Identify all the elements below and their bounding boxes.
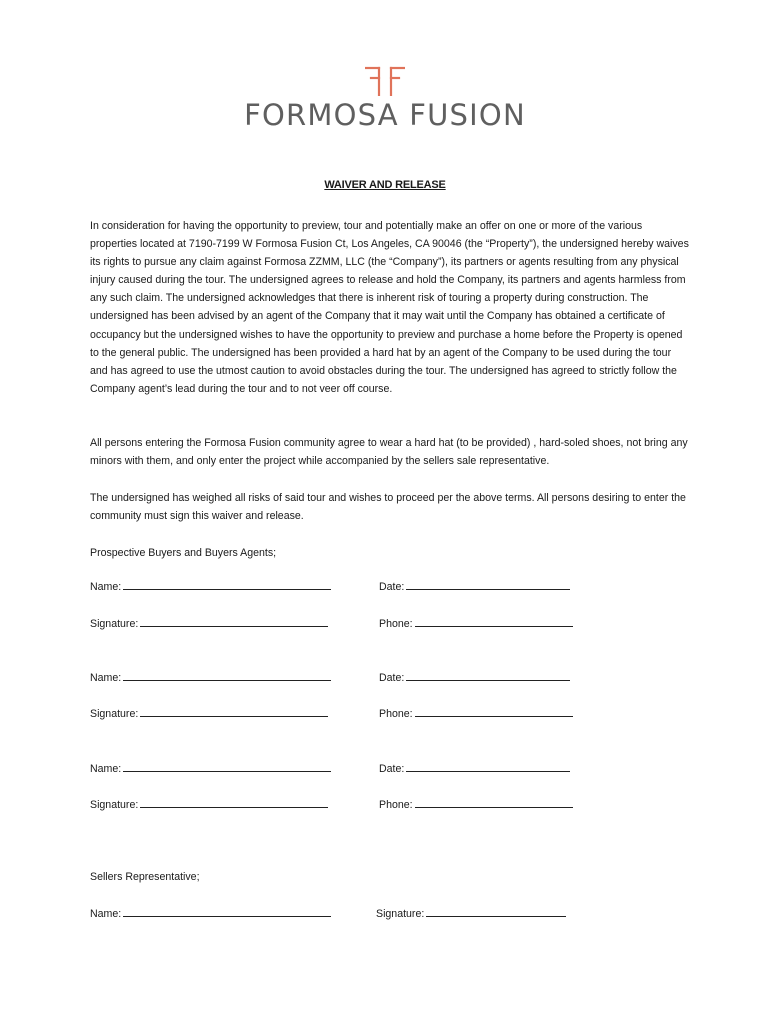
seller-signature-field[interactable] <box>376 907 566 920</box>
buyers-heading: Prospective Buyers and Buyers Agents; <box>90 547 277 559</box>
signature-blank-line[interactable] <box>140 707 328 717</box>
buyer-2-name-field[interactable] <box>90 671 331 684</box>
date-label: Date: <box>379 672 405 684</box>
phone-label: Phone: <box>379 708 413 720</box>
signature-label: Signature: <box>90 799 139 811</box>
ff-monogram-icon <box>365 66 405 96</box>
phone-blank-line[interactable] <box>415 707 573 717</box>
signature-label: Signature: <box>90 618 139 630</box>
name-label: Name: <box>90 763 122 775</box>
company-logo <box>0 66 770 132</box>
phone-label: Phone: <box>379 618 413 630</box>
sellers-heading: Sellers Representative; <box>90 871 200 883</box>
buyer-2-phone-field[interactable] <box>379 707 573 720</box>
signature-blank-line[interactable] <box>426 907 566 917</box>
buyer-2-date-field[interactable] <box>379 671 570 684</box>
name-blank-line[interactable] <box>123 671 331 681</box>
document-title: WAIVER AND RELEASE <box>324 179 446 191</box>
date-blank-line[interactable] <box>406 671 570 681</box>
signature-label: Signature: <box>90 708 139 720</box>
buyer-1-date-field[interactable] <box>379 580 570 593</box>
buyer-3-name-field[interactable] <box>90 762 331 775</box>
signature-blank-line[interactable] <box>140 617 328 627</box>
signature-blank-line[interactable] <box>140 798 328 808</box>
waiver-paragraph-3: The undersigned has weighed all risks of said tour and wishes to proceed per the above terms. All persons desiring to enter the community must sign this waiver and release. <box>90 492 686 523</box>
buyer-1-phone-field[interactable] <box>379 617 573 630</box>
signature-label: Signature: <box>376 908 425 920</box>
waiver-paragraph-2: All persons entering the Formosa Fusion community agree to wear a hard hat (to be provided) , hard-soled shoes, not bring any minors with them, and only enter the project while accompanied by the sellers sale representative. <box>90 437 688 468</box>
name-label: Name: <box>90 908 122 920</box>
date-label: Date: <box>379 763 405 775</box>
buyer-1-name-field[interactable] <box>90 580 331 593</box>
name-blank-line[interactable] <box>123 762 331 772</box>
brand-wordmark: FORMOSA FUSION <box>244 98 526 132</box>
waiver-paragraph-1: In consideration for having the opportunity to preview, tour and potentially make an offer on one or more of the various properties located at 7190-7199 W Formosa Fusion Ct, Los Angeles, CA 90046 (the “Property”), the undersigned hereby waives its rights to pursue any claim against Formosa ZZMM, LLC (the “Company”), its partners or agents resulting from any physical injury caused during the tour. The undersigned agrees to release and hold the Company, its partners and agents harmless from any such claim. The undersigned acknowledges that there is inherent risk of touring a property during construction. The undersigned has been advised by an agent of the Company that it may wait until the Company has obtained a certificate of occupancy but the undersigned wishes to have the opportunity to preview and purchase a home before the Property is opened to the general public. The undersigned has been provided a hard hat by an agent of the Company to be used during the tour and has agreed to use the utmost caution to avoid obstacles during the tour. The undersigned has agreed to strictly follow the Company agent’s lead during the tour and to not veer off course. <box>90 220 689 395</box>
buyer-3-signature-field[interactable] <box>90 798 328 811</box>
buyer-1-signature-field[interactable] <box>90 617 328 630</box>
seller-name-field[interactable] <box>90 907 331 920</box>
phone-blank-line[interactable] <box>415 798 573 808</box>
name-blank-line[interactable] <box>123 580 331 590</box>
buyer-2-signature-field[interactable] <box>90 707 328 720</box>
phone-label: Phone: <box>379 799 413 811</box>
date-label: Date: <box>379 581 405 593</box>
name-blank-line[interactable] <box>123 907 331 917</box>
phone-blank-line[interactable] <box>415 617 573 627</box>
date-blank-line[interactable] <box>406 762 570 772</box>
buyer-3-phone-field[interactable] <box>379 798 573 811</box>
name-label: Name: <box>90 672 122 684</box>
buyer-3-date-field[interactable] <box>379 762 570 775</box>
date-blank-line[interactable] <box>406 580 570 590</box>
name-label: Name: <box>90 581 122 593</box>
